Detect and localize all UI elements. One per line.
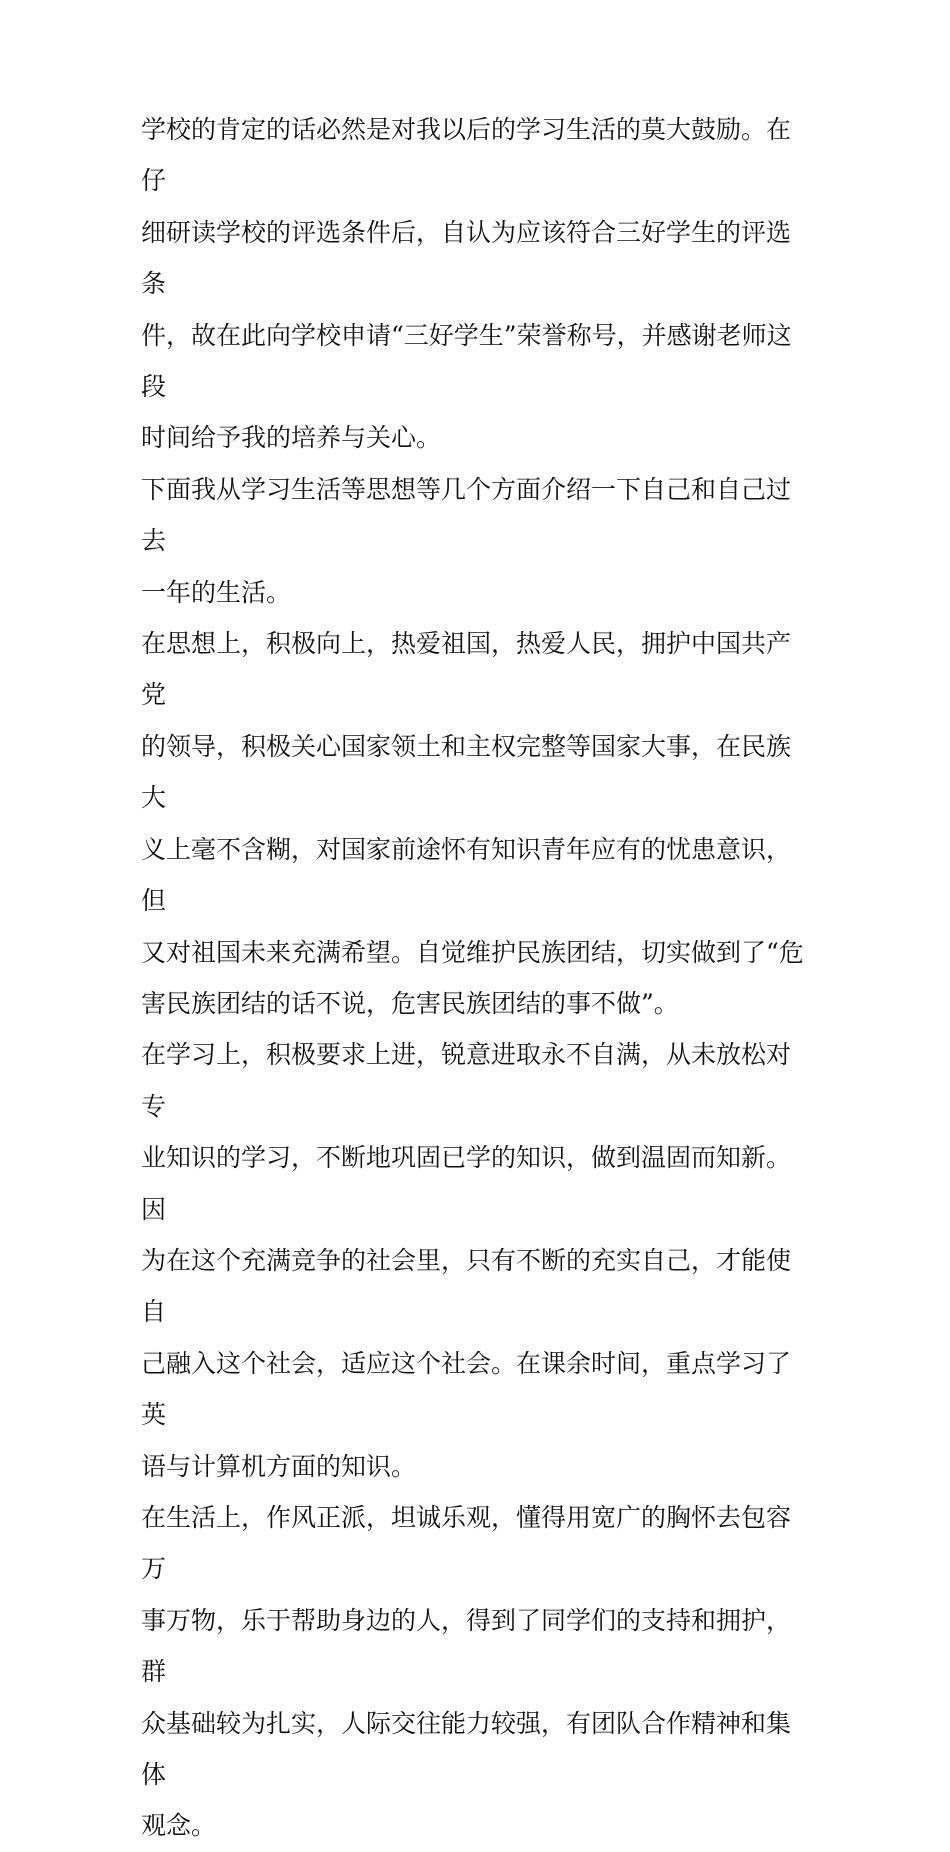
paragraph-application-intro: 学校的肯定的话必然是对我以后的学习生活的莫大鼓励。在仔 细研读学校的评选条件后，自认为应该符合三好学生的评选条 件，故在此向学校申请“三好学生”荣誉称号，并感谢老师这段 时间给予我的培养与关心。 xyxy=(141,115,792,453)
paragraph-life: 在生活上，作风正派，坦诚乐观，懂得用宽广的胸怀去包容万 事万物，乐于帮助身边的人，得到了同学们的支持和拥护，群 众基础较为扎实，人际交往能力较强，有团队合作精神和集体 观念。 xyxy=(141,1502,792,1841)
document-body xyxy=(141,104,813,1852)
paragraph-ideology: 在思想上，积极向上，热爱祖国，热爱人民，拥护中国共产党 的领导，积极关心国家领土和主权完整等国家大事，在民族大 义上毫不含糊，对国家前途怀有知识青年应有的忧患意识，但 又对祖国未来充满希望。自觉维护民族团结，切实做到了“危 害民族团结的话不说，危害民族团结的事不做”。 xyxy=(141,629,804,1018)
paragraph-overview: 下面我从学习生活等思想等几个方面介绍一下自己和自己过去 一年的生活。 xyxy=(141,474,792,607)
paragraph-study: 在学习上，积极要求上进，锐意进取永不自满，从未放松对专 业知识的学习，不断地巩固已学的知识，做到温固而知新。因 为在这个充满竞争的社会里，只有不断的充实自己，才能使自 己融入这个社会，适应这个社会。在课余时间，重点学习了英 语与计算机方面的知识。 xyxy=(141,1040,792,1481)
